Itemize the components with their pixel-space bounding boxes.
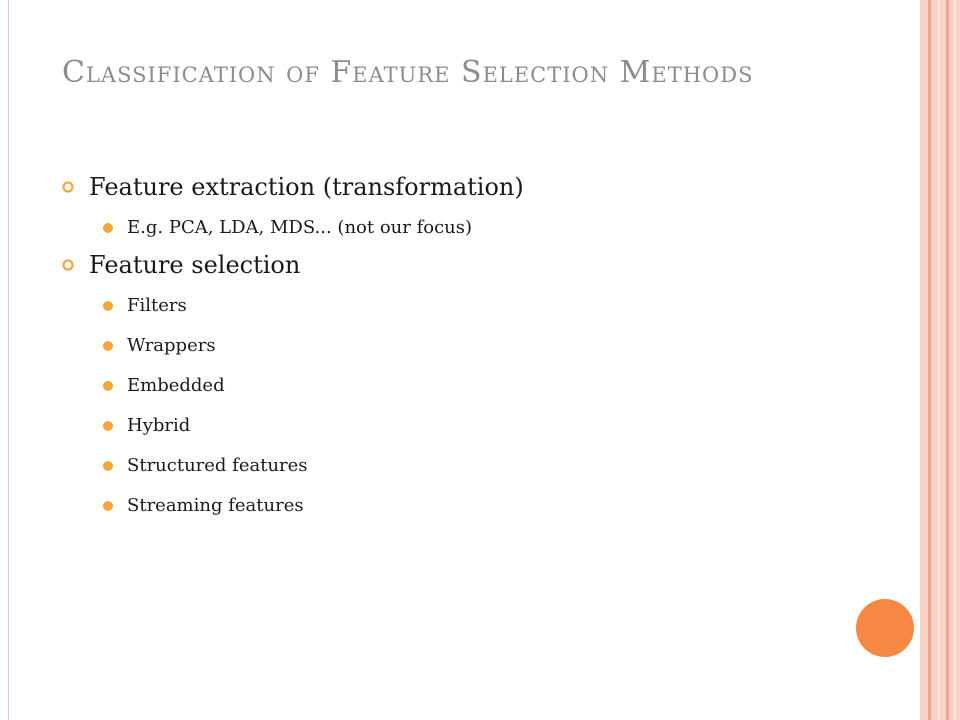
ring-bullet-icon [62, 259, 74, 271]
bullet-item-level2 [62, 454, 882, 478]
bullet-text: Wrappers [127, 335, 216, 356]
side-stripe-line [938, 0, 940, 720]
bullet-text: Feature selection [89, 251, 301, 279]
bullet-item-level1 [62, 250, 882, 280]
left-frame-line [8, 0, 9, 720]
bullet-text: Hybrid [127, 415, 191, 436]
dot-bullet-icon [103, 461, 113, 471]
side-stripe-line [954, 0, 956, 720]
accent-circle [856, 599, 914, 657]
dot-bullet-icon [103, 301, 113, 311]
bullet-item-level2 [62, 216, 882, 240]
dot-bullet-icon [103, 501, 113, 511]
dot-bullet-icon [103, 223, 113, 233]
bullet-text: Streaming features [127, 495, 304, 516]
ring-bullet-icon [62, 181, 74, 193]
bullet-text: Embedded [127, 375, 225, 396]
bullet-text: Feature extraction (transformation) [89, 173, 524, 201]
bullet-item-level2 [62, 334, 882, 358]
side-stripe-line [928, 0, 931, 720]
bullet-list [62, 172, 882, 534]
dot-bullet-icon [103, 381, 113, 391]
dot-bullet-icon [103, 421, 113, 431]
bullet-item-level2 [62, 414, 882, 438]
bullet-text: Filters [127, 295, 187, 316]
bullet-item-level2 [62, 374, 882, 398]
bullet-text: Structured features [127, 455, 308, 476]
bullet-item-level2 [62, 294, 882, 318]
bullet-item-level1 [62, 172, 882, 202]
bullet-item-level2 [62, 494, 882, 518]
bullet-text: E.g. PCA, LDA, MDS... (not our focus) [127, 217, 473, 238]
side-stripe-line [946, 0, 949, 720]
dot-bullet-icon [103, 341, 113, 351]
slide-title: Classification of Feature Selection Methods [62, 55, 754, 90]
